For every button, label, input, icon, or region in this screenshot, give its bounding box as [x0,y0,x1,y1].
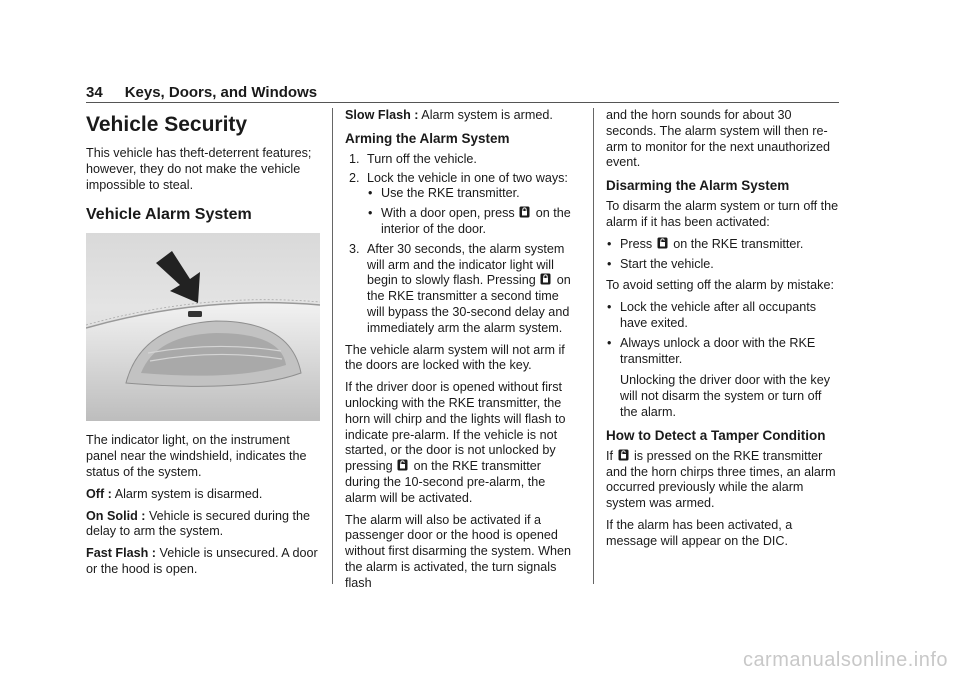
state-desc: Alarm system is armed. [418,108,553,122]
list-item [606,300,840,332]
list-item-text: With a door open, press [381,206,519,221]
disarm-heading: Disarming the Alarm System [606,178,790,194]
paragraph: and the horn sounds for about 30 seconds. The alarm system will then re-arm to monitor for the next unauthorized event. [606,108,831,170]
state-off [86,487,320,503]
step-text: Lock the vehicle in one of two ways: [367,170,568,185]
column-1 [86,108,320,584]
indicator-caption: The indicator light, on the instrument panel near the windshield, indicates the status of the system. [86,433,307,479]
step-2-options [367,186,579,237]
state-term: On Solid : [86,508,146,523]
paragraph: If the alarm has been activated, a message will appear on the DIC. [606,517,793,548]
page-title: Vehicle Security [86,113,248,136]
state-fast-flash [86,546,320,578]
indicator-light-figure [86,233,320,421]
step-text: Turn off the vehicle. [367,151,477,166]
state-slow-flash [345,108,579,124]
list-item [367,206,579,238]
column-2 [345,108,579,598]
step-3 [345,242,579,337]
list-item-text: Always unlock a door with the RKE transmitter. [620,335,816,366]
avoid-list [606,300,840,421]
arming-heading: Arming the Alarm System [345,130,510,146]
state-desc: Alarm system is disarmed. [111,486,263,501]
unlock-icon [397,459,408,471]
paragraph: To avoid setting off the alarm by mistake: [606,278,834,293]
state-desc: Vehicle is unsecured. A door or the hood is open. [86,546,318,576]
bullet: • [607,256,612,271]
tamper-heading: How to Detect a Tamper Condition [606,427,826,443]
list-item-text: on the interior of the door. [381,206,571,236]
intro-paragraph: This vehicle has theft-deterrent features; however, they do not make the vehicle impossible to steal. [86,146,312,192]
bullet: • [607,335,612,350]
paragraph-text: is pressed on the RKE transmitter and the horn chirps three times, an alarm occurred previously while the alarm system was armed. [606,448,836,511]
bullet: • [607,300,612,315]
step-number: 2. [349,170,360,185]
list-item-text: Start the vehicle. [620,256,714,271]
bullet: • [607,236,612,251]
paragraph-text: If the driver door is opened without first unlocking with the RKE transmitter, the horn will chirp and the lights will flash to indicate pre-alarm. If the vehicle is not started, or the door is not unlocked by pressing [345,380,566,474]
unlock-icon [618,449,629,461]
arming-steps [345,152,579,337]
list-item-text: Press [620,236,656,251]
header-rule [86,102,839,103]
state-term: Off : [86,486,112,501]
list-item [606,237,840,253]
step-text: on the RKE transmitter a second time will bypass the 30-second delay and immediately arm the alarm system. [367,273,571,335]
list-item-note: Unlocking the driver door with the key will not disarm the system or turn off the alarm. [620,373,830,419]
state-term: Slow Flash : [345,108,419,122]
state-on-solid [86,509,320,541]
watermark: carmanualsonline.info [742,649,948,671]
lock-icon [519,206,530,218]
bullet: • [368,206,373,221]
step-text: After 30 seconds, the alarm system will arm and the indicator light will begin to slowly flash. Pressing [367,241,565,288]
list-item [606,257,840,273]
list-item-text: on the RKE transmitter. [669,236,804,251]
paragraph [606,449,840,512]
page-header [86,84,317,101]
column-3 [606,108,840,556]
list-item-text: Lock the vehicle after all occupants have exited. [620,300,817,330]
step-number: 1. [349,151,360,166]
paragraph: The vehicle alarm system will not arm if the doors are locked with the key. [345,342,565,373]
lock-icon [540,273,551,285]
step-2 [345,171,579,238]
unlock-icon [657,237,668,249]
step-number: 3. [349,241,360,256]
state-term: Fast Flash : [86,546,156,561]
paragraph: The alarm will also be activated if a passenger door or the hood is opened without first disarming the system. When the alarm is activated, the turn signals flash [345,512,572,590]
list-item-text: Use the RKE transmitter. [381,186,520,201]
step-1 [345,152,579,168]
bullet: • [368,186,373,201]
disarm-list [606,237,840,273]
paragraph-text: on the RKE transmitter during the 10-second pre-alarm, the alarm will be activated. [345,459,546,505]
list-item [367,186,579,202]
page-number: 34 [86,84,103,101]
list-item [606,336,840,421]
column-divider [593,108,594,584]
section-title: Keys, Doors, and Windows [124,84,318,101]
state-desc: Vehicle is secured during the delay to arm the system. [86,508,310,539]
paragraph: To disarm the alarm system or turn off the alarm if it has been activated: [606,199,839,229]
paragraph-text: If [606,448,617,463]
column-divider [332,108,333,584]
paragraph [345,380,579,506]
section-heading: Vehicle Alarm System [86,206,252,224]
